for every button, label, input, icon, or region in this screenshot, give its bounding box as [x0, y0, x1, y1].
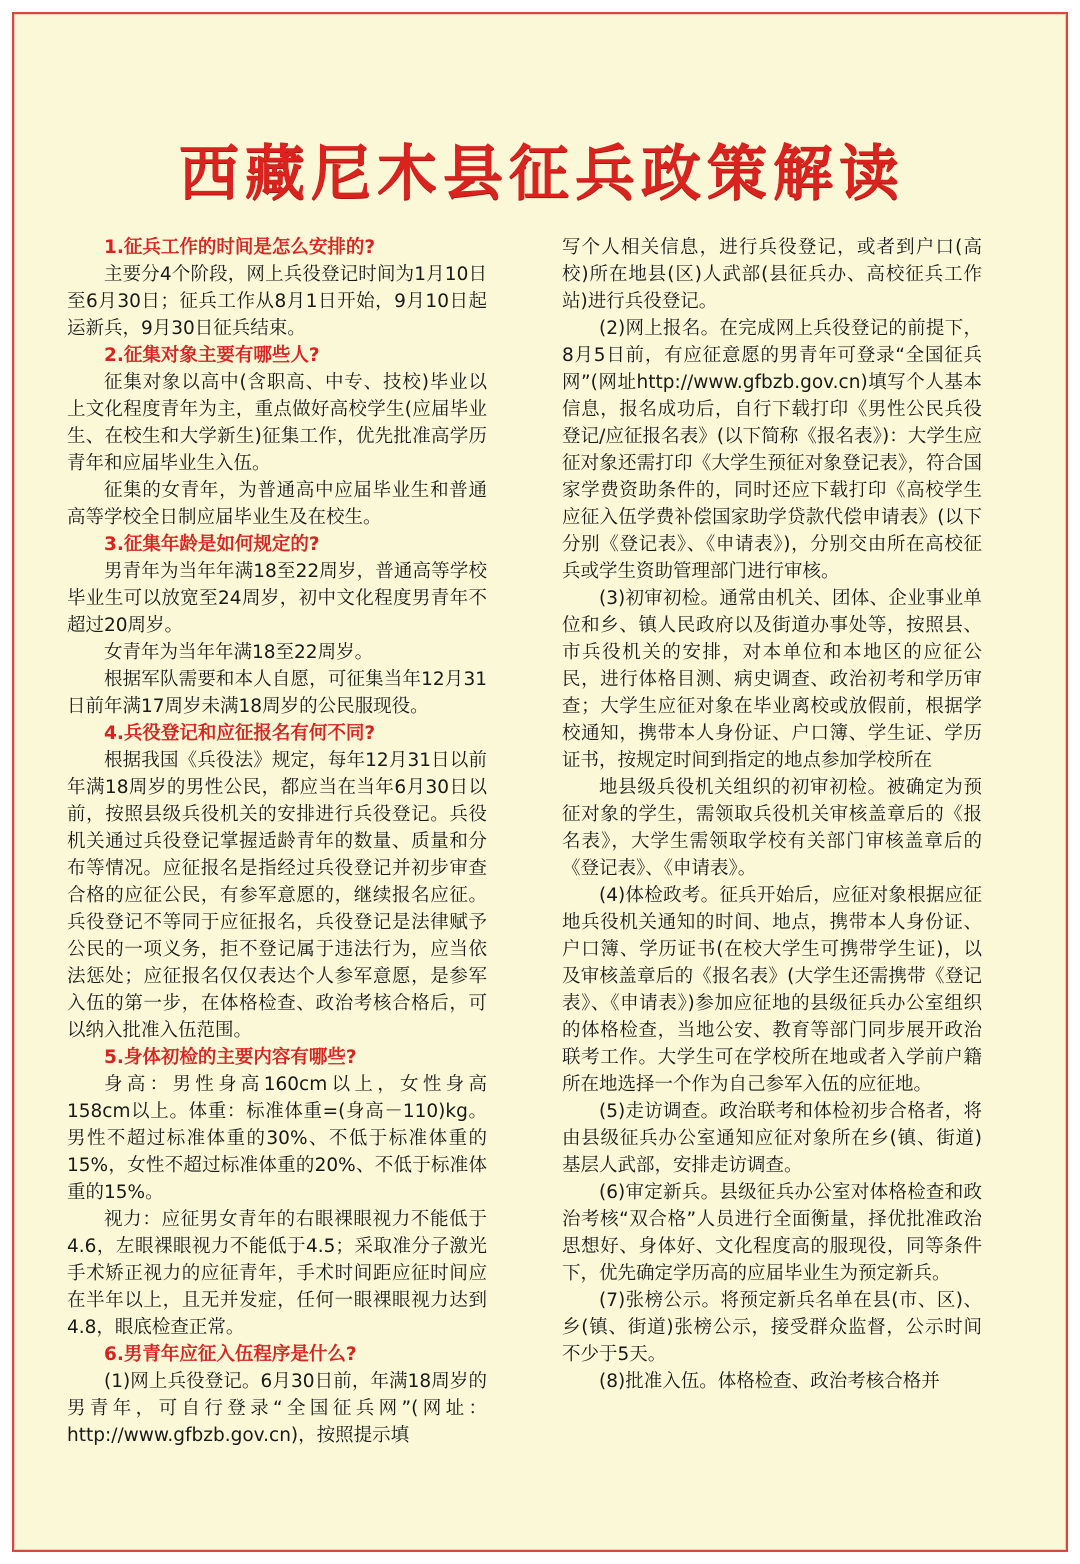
- section-heading: 6.男青年应征入伍程序是什么?: [104, 1344, 357, 1365]
- right-column: [562, 234, 982, 1395]
- paragraph: 女青年为当年年满18至22周岁。: [104, 642, 374, 663]
- paragraph: 主要分4个阶段，网上兵役登记时间为1月10日至6月30日；征兵工作从8月1日开始，9月10日起运新兵，9月30日征兵结束。: [67, 264, 487, 339]
- paragraph: (8)批准入伍。体格检查、政治考核合格并: [599, 1371, 940, 1392]
- section-heading: 2.征集对象主要有哪些人?: [104, 345, 320, 366]
- paragraph: 地县级兵役机关组织的初审初检。被确定为预征对象的学生，需领取兵役机关审核盖章后的《报名表》，大学生需领取学校有关部门审核盖章后的《登记表》、《申请表》。: [562, 777, 982, 879]
- continued-paragraph: 写个人相关信息，进行兵役登记，或者到户口(高校)所在地县(区)人武部(县征兵办、高校征兵工作站)进行兵役登记。: [562, 237, 982, 312]
- paragraph: 视力：应征男女青年的右眼裸眼视力不能低于4.6，左眼裸眼视力不能低于4.5；采取准分子激光手术矫正视力的应征青年，手术时间距应征时间应在半年以上，且无并发症，任何一眼裸眼视力达到4.8，眼底检查正常。: [67, 1209, 487, 1338]
- paragraph: 根据军队需要和本人自愿，可征集当年12月31日前年满17周岁未满18周岁的公民服现役。: [67, 669, 487, 717]
- paragraph: (6)审定新兵。县级征兵办公室对体格检查和政治考核“双合格”人员进行全面衡量，择优批准政治思想好、身体好、文化程度高的服现役，同等条件下，优先确定学历高的应届毕业生为预定新兵。: [562, 1182, 982, 1284]
- section-heading: 1.征兵工作的时间是怎么安排的?: [104, 237, 376, 258]
- paragraph: 根据我国《兵役法》规定，每年12月31日以前年满18周岁的男性公民，都应当在当年6月30日以前，按照县级兵役机关的安排进行兵役登记。兵役机关通过兵役登记掌握适龄青年的数量、质量和分布等情况。应征报名是指经过兵役登记并初步审查合格的应征公民，有参军意愿的，继续报名应征。兵役登记不等同于应征报名，兵役登记是法律赋予公民的一项义务，拒不登记属于违法行为，应当依法惩处；应征报名仅仅表达个人参军意愿，是参军入伍的第一步，在体格检查、政治考核合格后，可以纳入批准入伍范围。: [67, 750, 487, 1041]
- paragraph: (1)网上兵役登记。6月30日前，年满18周岁的男青年，可自行登录“全国征兵网”(网址：http://www.gfbzb.gov.cn)，按照提示填: [67, 1371, 487, 1446]
- left-column: [67, 234, 487, 1449]
- paragraph: 身高：男性身高160cm以上，女性身高158cm以上。体重：标准体重=(身高－110)kg。男性不超过标准体重的30%、不低于标准体重的15%，女性不超过标准体重的20%、不低于标准体重的15%。: [67, 1074, 487, 1203]
- paragraph: (3)初审初检。通常由机关、团体、企业事业单位和乡、镇人民政府以及街道办事处等，按照县、市兵役机关的安排，对本单位和本地区的应征公民，进行体格目测、病史调查、政治初考和学历审查；大学生应征对象在毕业离校或放假前，根据学校通知，携带本人身份证、户口簿、学生证、学历证书，按规定时间到指定的地点参加学校所在: [562, 588, 982, 771]
- paragraph: 征集对象以高中(含职高、中专、技校)毕业以上文化程度青年为主，重点做好高校学生(应届毕业生、在校生和大学新生)征集工作，优先批准高学历青年和应届毕业生入伍。: [67, 372, 487, 474]
- paragraph: (2)网上报名。在完成网上兵役登记的前提下，8月5日前，有应征意愿的男青年可登录“全国征兵网”(网址http://www.gfbzb.gov.cn)填写个人基本信息，报名成功后，自行下载打印《男性公民兵役登记/应征报名表》(以下简称《报名表》)：大学生应征对象还需打印《大学生预征对象登记表》，符合国家学费资助条件的，同时还应下载打印《高校学生应征入伍学费补偿国家助学贷款代偿申请表》(以下分别《登记表》、《申请表》)，分别交由所在高校征兵或学生资助管理部门进行审核。: [562, 318, 982, 582]
- paragraph: (5)走访调查。政治联考和体检初步合格者，将由县级征兵办公室通知应征对象所在乡(镇、街道)基层人武部，安排走访调查。: [562, 1101, 982, 1176]
- section-heading: 4.兵役登记和应征报名有何不同?: [104, 723, 376, 744]
- section-heading: 3.征集年龄是如何规定的?: [104, 534, 320, 555]
- poster: [12, 12, 1068, 1552]
- paragraph: 征集的女青年，为普通高中应届毕业生和普通高等学校全日制应届毕业生及在校生。: [67, 480, 487, 528]
- paragraph: (7)张榜公示。将预定新兵名单在县(市、区)、乡(镇、街道)张榜公示，接受群众监督，公示时间不少于5天。: [562, 1290, 982, 1365]
- page-title: 西藏尼木县征兵政策解读: [179, 139, 905, 209]
- paragraph: (4)体检政考。征兵开始后，应征对象根据应征地兵役机关通知的时间、地点，携带本人身份证、户口簿、学历证书(在校大学生可携带学生证)，以及审核盖章后的《报名表》(大学生还需携带《登记表》、《申请表》)参加应征地的县级征兵办公室组织的体格检查，当地公安、教育等部门同步展开政治联考工作。大学生可在学校所在地或者入学前户籍所在地选择一个作为自己参军入伍的应征地。: [562, 885, 982, 1095]
- section-heading: 5.身体初检的主要内容有哪些?: [104, 1047, 357, 1068]
- paragraph: 男青年为当年年满18至22周岁，普通高等学校毕业生可以放宽至24周岁，初中文化程度男青年不超过20周岁。: [67, 561, 487, 636]
